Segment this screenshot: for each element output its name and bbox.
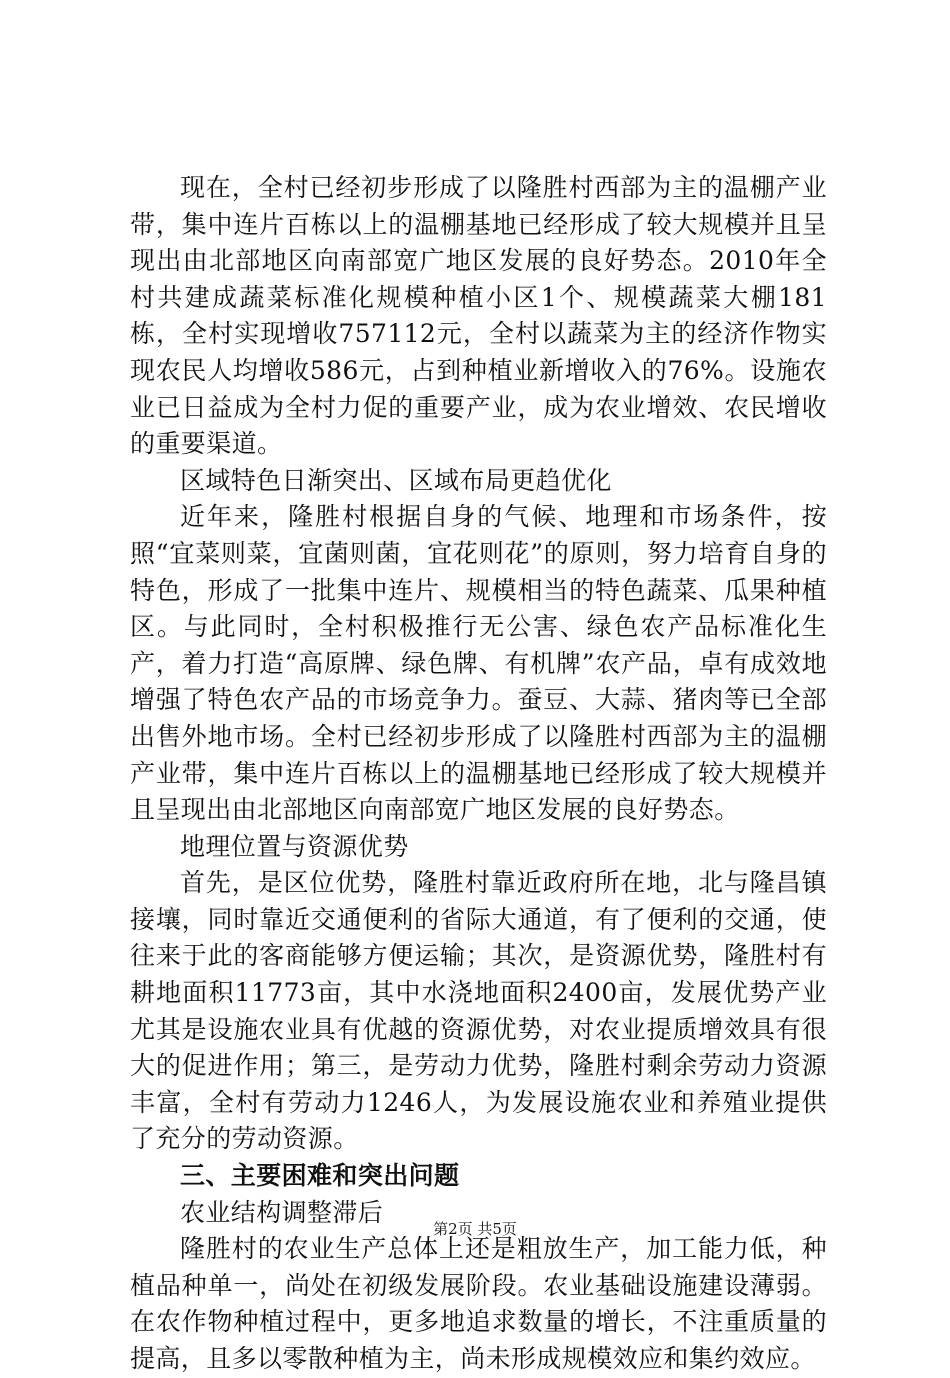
body-paragraph-greenhouse-belt: 现在，全村已经初步形成了以隆胜村西部为主的温棚产业带，集中连片百栋以上的温棚基地已经形成了较大规模并且呈现出由北部地区向南部宽广地区发展的良好势态。2010年全村共建成蔬菜标准化规模种植小区1个、规模蔬菜大棚181栋，全村实现增收757112元，全村以蔬菜为主的经济作物实现农民人均增收586元，占到种植业新增收入的76%。设施农业已日益成为全村力促的重要产业，成为农业增效、农民增收的重要渠道。 <box>130 173 827 459</box>
body-paragraph-location-resources: 首先，是区位优势，隆胜村靠近政府所在地，北与隆昌镇接壤，同时靠近交通便利的省际大通道，有了便利的交通，使往来于此的客商能够方便运输；其次，是资源优势，隆胜村有耕地面积11773亩，其中水浇地面积2400亩，发展优势产业尤其是设施农业具有优越的资源优势，对农业提质增效具有很大的促进作用；第三，是劳动力优势，隆胜村剩余劳动力资源丰富，全村有劳动力1246人，为发展设施农业和养殖业提供了充分的劳动资源。 <box>130 868 827 1154</box>
body-paragraph-regional-features: 近年来，隆胜村根据自身的气候、地理和市场条件，按照“宜菜则菜，宜菌则菌，宜花则花”的原则，努力培育自身的特色，形成了一批集中连片、规模相当的特色蔬菜、瓜果种植区。与此同时，全村积极推行无公害、绿色农产品标准化生产，着力打造“高原牌、绿色牌、有机牌”农产品，卓有成效地增强了特色农产品的市场竞争力。蚕豆、大蒜、猪肉等已全部出售外地市场。全村已经初步形成了以隆胜村西部为主的温棚产业带，集中连片百栋以上的温棚基地已经形成了较大规模并且呈现出由北部地区向南部宽广地区发展的良好势态。 <box>130 502 827 825</box>
subheading-regional-features: 区域特色日渐突出、区域布局更趋优化 <box>180 465 612 495</box>
subheading-location-resources: 地理位置与资源优势 <box>180 831 409 861</box>
page-number-footer: 第2页 共5页 <box>433 1220 517 1238</box>
subheading-structure-adjustment: 农业结构调整滞后 <box>180 1197 384 1227</box>
document-body <box>130 170 827 1378</box>
body-paragraph-structure-adjustment: 隆胜村的农业生产总体上还是粗放生产，加工能力低，种植品种单一，尚处在初级发展阶段。农业基础设施建设薄弱。在农作物种植过程中，更多地追求数量的增长，不注重质量的提高，且多以零散种植为主，尚未形成规模效应和集约效应。 <box>130 1234 827 1373</box>
section-heading-difficulties: 三、主要困难和突出问题 <box>180 1161 460 1191</box>
